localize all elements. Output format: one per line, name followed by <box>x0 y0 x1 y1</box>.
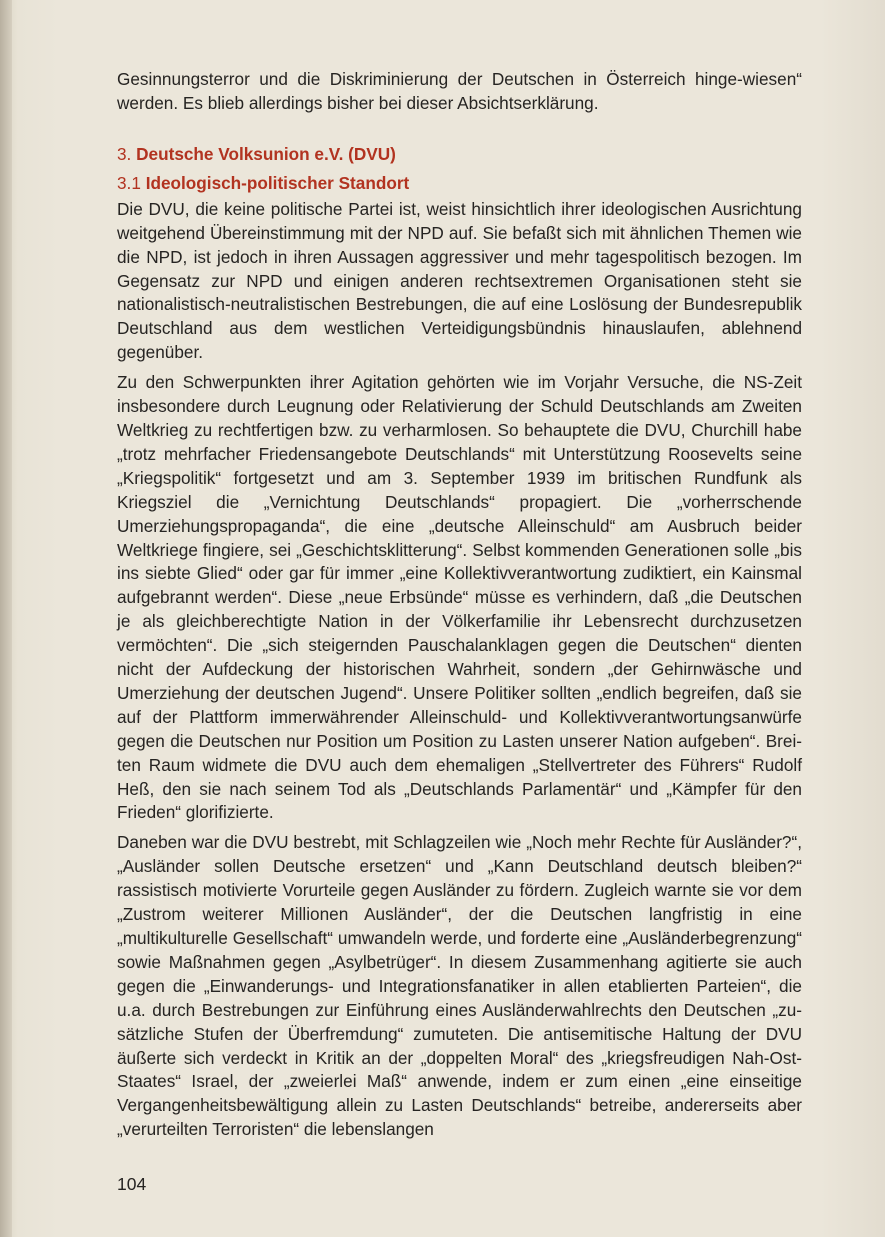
subsection-number: 3.1 <box>117 172 141 193</box>
page-binding-edge <box>0 0 12 1237</box>
section-heading <box>117 142 802 167</box>
page-number: 104 <box>117 1174 147 1194</box>
subsection-title: Ideologisch-politischer Standort <box>145 172 410 193</box>
body-paragraph: Die DVU, die keine politische Partei ist, weist hinsichtlich ihrer ideologischen Ausrichtung weitgehend Übereinstimmung mit der NPD auf. Sie befaßt sich mit ähnlichen Themen wie die NPD, ist jedoch in ihren Aussagen aggressiver und mehr tagespolitisch bezogen. Im Gegensatz zur NPD und einigen anderen rechtsextremen Organisationen steht sie nationalistisch-neutralistischen Bestrebungen, die auf eine Loslösung der Bundesrepublik Deutschland aus dem westlichen Verteidigungsbündnis hinauslaufen, ablehnend gegenüber. <box>117 198 802 363</box>
section-title: Deutsche Volksunion e.V. (DVU) <box>136 143 396 164</box>
page-body <box>117 68 802 1148</box>
body-paragraph: Zu den Schwerpunkten ihrer Agitation gehörten wie im Vorjahr Versuche, die NS-Zeit insbesondere durch Leugnung oder Relativierung der Schuld Deutschlands am Zweiten Weltkrieg zu rechtfertigen bzw. zu verharmlosen. So behauptete die DVU, Churchill habe „trotz mehrfacher Friedensangebote Deutschlands“ mit Unterstützung Roosevelts seine „Kriegspolitik“ fortgesetzt und am 3. September 1939 im britischen Rundfunk als Kriegsziel die „Vernichtung Deutschlands“ propagiert. Die „vorherrschende Umerziehungspropaganda“, die eine „deutsche Alleinschuld“ am Ausbruch beider Weltkriege fingiere, sei „Geschichtsklitterung“. Selbst kommenden Generationen solle „bis ins siebte Glied“ oder gar für immer „eine Kollektivverantwortung zudiktiert, ein Kainsmal aufgebrannt werden“. Diese „neue Erbsünde“ müsse es verhindern, daß „die Deutschen je als gleichberechtigte Nation in der Völkerfamilie ihr Lebensrecht durchzusetzen vermöchten“. Die „sich steigernden Pauschalanklagen gegen die Deutschen“ dienten nicht der Aufdeckung der historischen Wahrheit, sondern „der Gehirnwäsche und Umerziehung der deutschen Jugend“. Unsere Politiker sollten „endlich begreifen, daß sie auf der Plattform immerwährender Alleinschuld- und Kollektivverantwortungsanwürfe gegen die Deutschen nur Position um Position zu Lasten unserer Nation aufgeben“. Breiten Raum widmete die DVU auch dem ehemaligen „Stellvertreter des Führers“ Rudolf Heß, den sie nach seinem Tod als „Deutschlands Parlamentär“ und „Kämpfer für den Frieden“ glorifizierte. <box>117 372 802 823</box>
section-number: 3. <box>117 143 132 164</box>
subsection-heading <box>117 171 802 196</box>
intro-paragraph: Gesinnungsterror und die Diskriminierung der Deutschen in Österreich hinge-wiesen“ werden. Es blieb allerdings bisher bei dieser Absichtserklärung. <box>117 69 802 113</box>
body-paragraph: Daneben war die DVU bestrebt, mit Schlagzeilen wie „Noch mehr Rechte für Ausländer?“, „Ausländer sollen Deutsche ersetzen“ und „Kann Deutschland deutsch bleiben?“ rassistisch motivierte Vorurteile gegen Ausländer zu fördern. Zugleich warnte sie vor dem „Zustrom weiterer Millionen Ausländer“, der die Deutschen langfristig in eine „multikulturelle Gesellschaft“ umwandeln werde, und forderte eine „Ausländerbegrenzung“ sowie Maßnahmen gegen „Asylbetrüger“. In diesem Zusammenhang agitierte sie auch gegen die „Einwanderungs- und Integrationsfanatiker in allen etablierten Parteien“, die u.a. durch Bestrebungen zur Einführung eines Ausländerwahlrechts den Deutschen „zusätzliche Stufen der Überfremdung“ zumuteten. Die antisemitische Haltung der DVU äußerte sich verdeckt in Kritik an der „doppelten Moral“ des „kriegsfreudigen Nah-Ost-Staates“ Israel, der „zweierlei Maß“ anwende, indem er zum einen „eine einseitige Vergangenheitsbewältigung allein zu Lasten Deutschlands“ betreibe, andererseits aber „verurteilten Terroristen“ die lebenslangen <box>117 832 802 1140</box>
